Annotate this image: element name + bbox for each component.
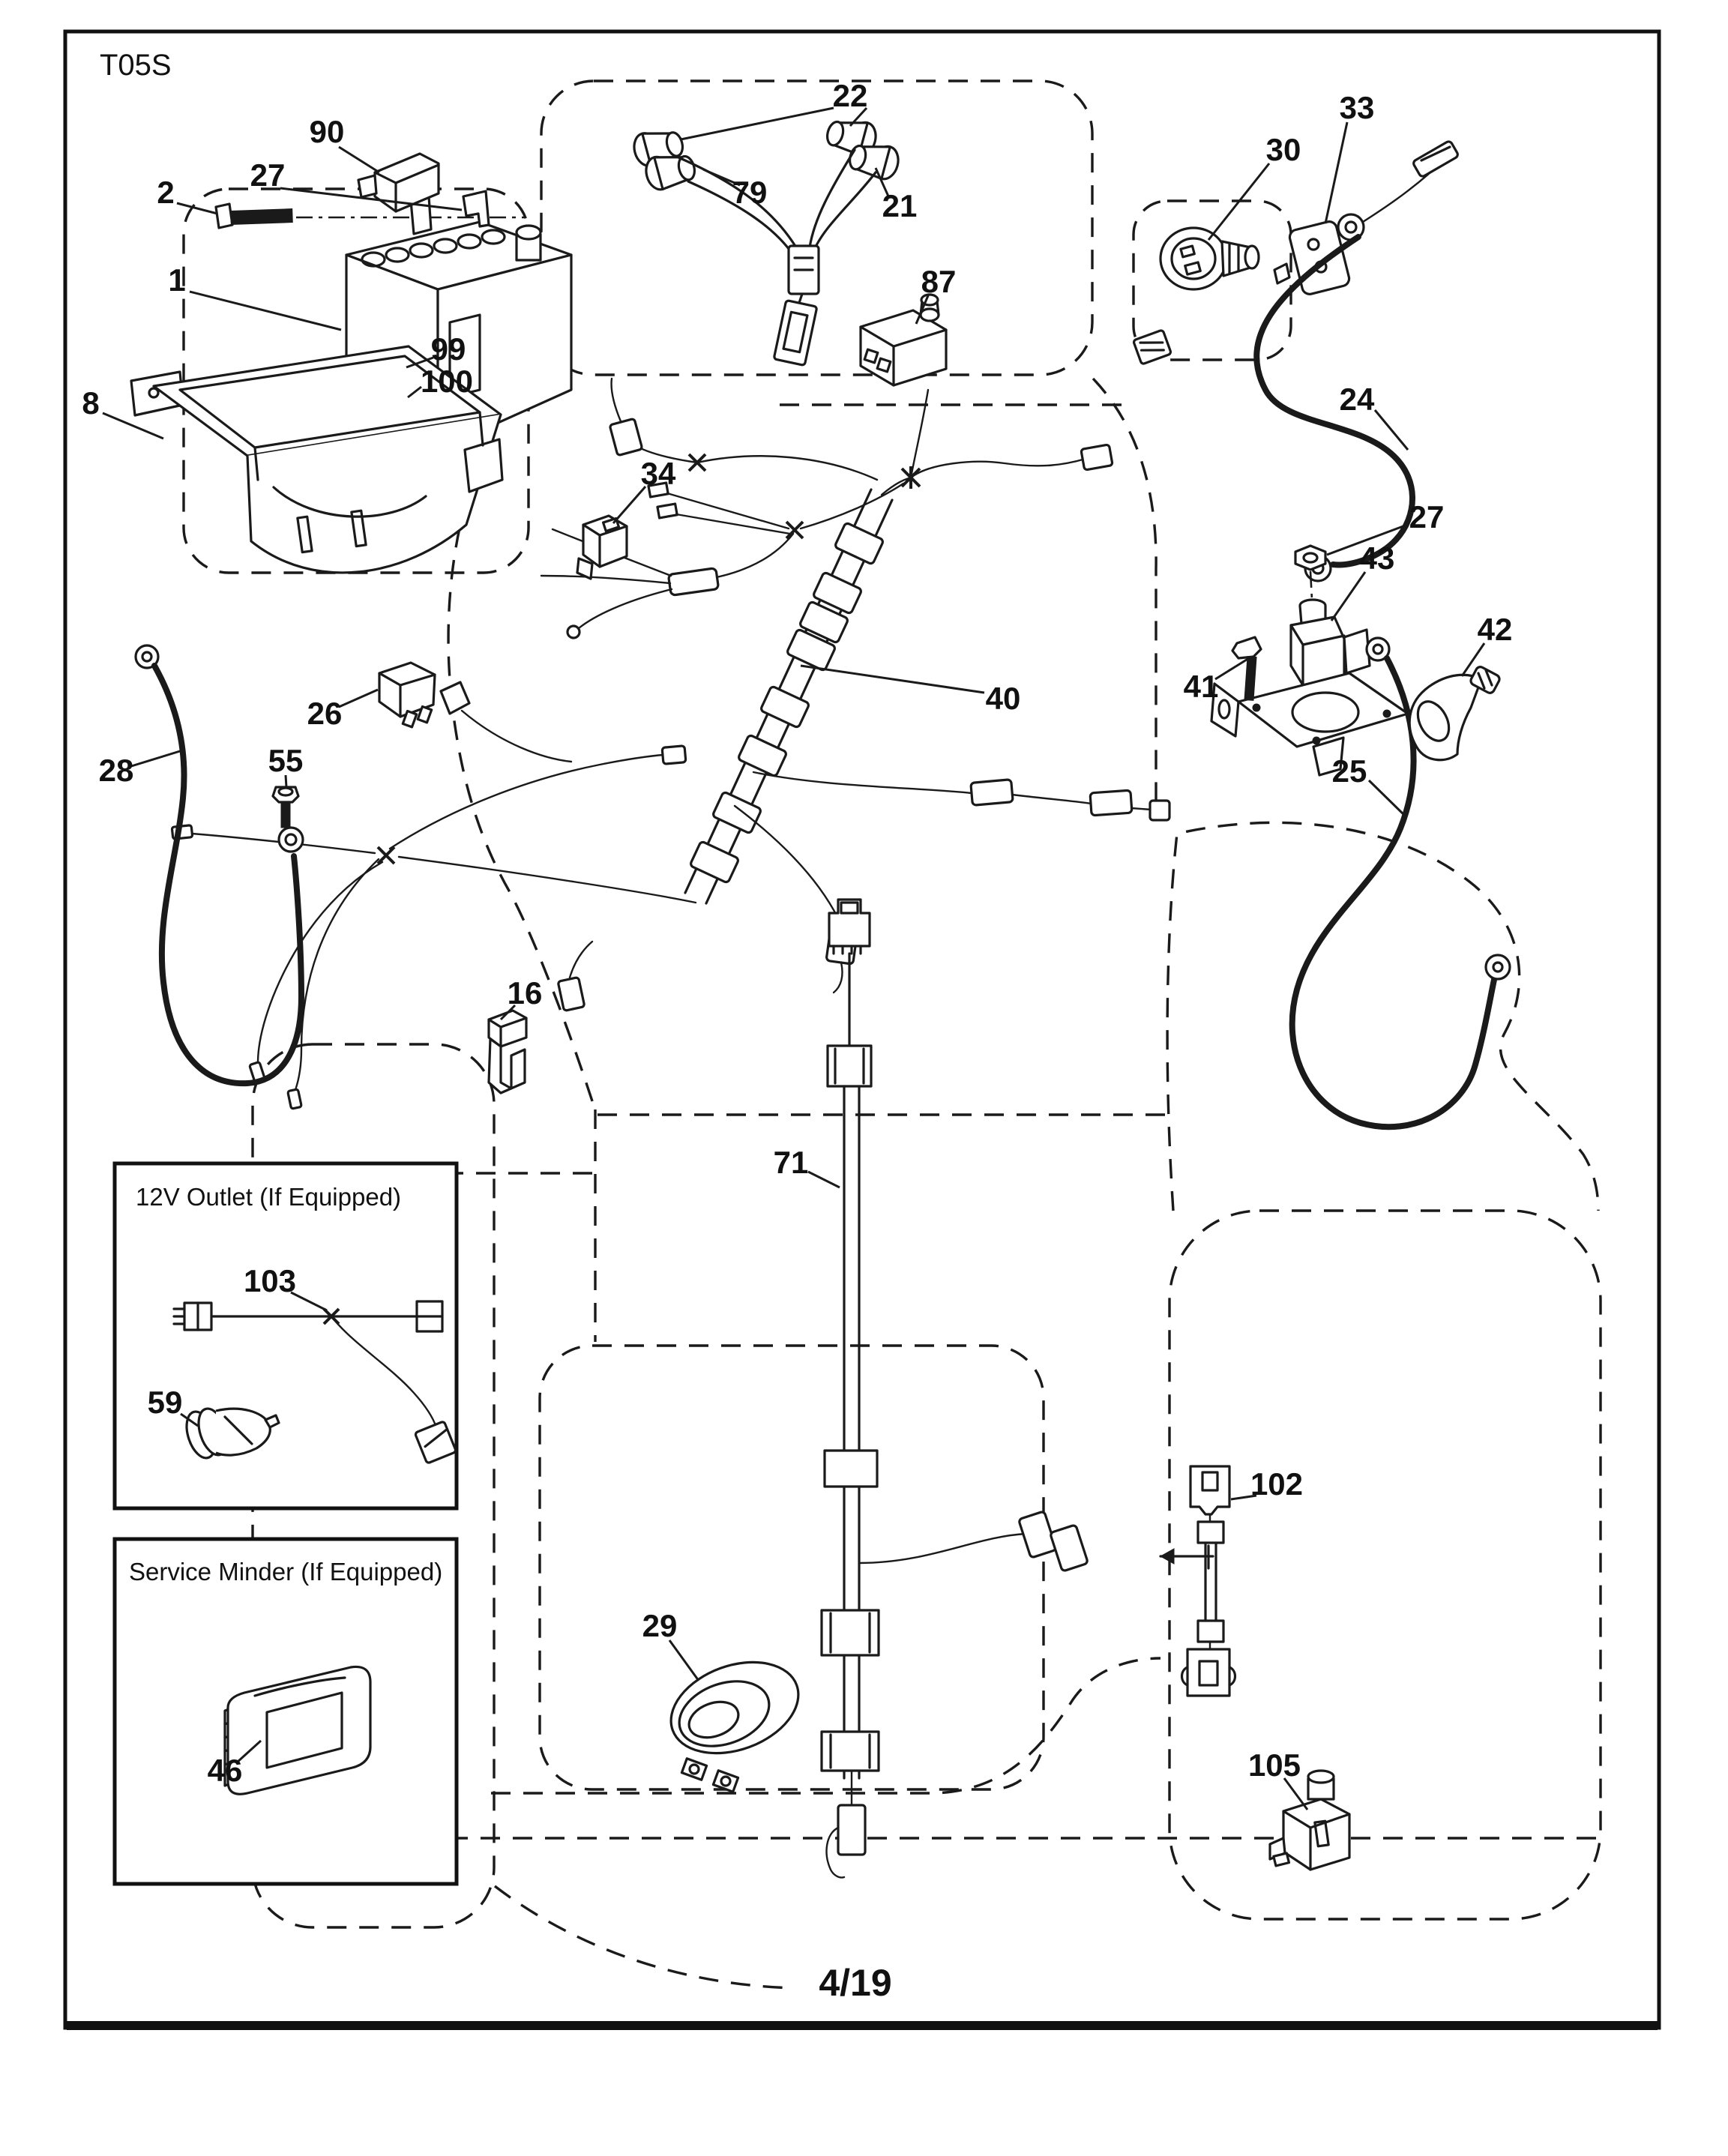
callout-leader-26 (339, 690, 378, 707)
harness-71-illustration (822, 900, 1088, 1878)
terminal-boot-42-illustration (1409, 666, 1501, 760)
callout-leader-22 (681, 108, 834, 139)
callout-leader-1 (190, 292, 341, 330)
callout-leader-41 (1215, 658, 1249, 679)
callout-33: 33 (1339, 90, 1375, 126)
screw-55-illustration (273, 787, 298, 828)
callout-25: 25 (1331, 753, 1367, 789)
wire-102-illustration (1160, 1466, 1235, 1696)
callout-30: 30 (1265, 132, 1301, 168)
callout-leader-90 (339, 147, 379, 172)
inset-service-minder (115, 1539, 457, 1884)
callout-40: 40 (985, 681, 1021, 717)
callout-42: 42 (1477, 612, 1513, 648)
callout-27: 27 (1409, 499, 1445, 535)
switch-105-illustration (1270, 1771, 1349, 1870)
callout-27: 27 (250, 157, 286, 193)
callout-59: 59 (147, 1385, 183, 1421)
ground-cable-28-illustration (136, 645, 303, 1083)
callout-79: 79 (732, 175, 768, 211)
callout-24: 24 (1339, 382, 1375, 418)
callout-leader-71 (808, 1172, 840, 1187)
callout-leader-8 (103, 413, 163, 439)
callout-26: 26 (307, 696, 343, 732)
relay-26-illustration (379, 663, 571, 762)
callout-leader-33 (1325, 122, 1347, 223)
callout-leader-43 (1331, 572, 1365, 621)
callout-41: 41 (1183, 669, 1219, 705)
callout-55: 55 (268, 743, 304, 779)
page-number: 4/19 (819, 1962, 892, 2004)
callout-leader-40 (801, 666, 984, 693)
callout-71: 71 (773, 1145, 809, 1181)
callout-29: 29 (642, 1608, 678, 1644)
callout-2: 2 (157, 175, 175, 211)
ignition-switch-illustration (1133, 228, 1259, 364)
inset-12v-outlet (115, 1163, 457, 1508)
callout-8: 8 (82, 385, 100, 421)
inset-12v-outlet-title: 12V Outlet (If Equipped) (136, 1183, 402, 1211)
callout-100: 100 (420, 364, 474, 400)
horn-29-illustration (658, 1645, 811, 1792)
callout-90: 90 (309, 114, 345, 150)
callout-28: 28 (98, 753, 134, 789)
callout-16: 16 (507, 975, 543, 1011)
callout-99: 99 (430, 331, 466, 367)
inset-service-minder-title: Service Minder (If Equipped) (129, 1558, 443, 1586)
switch-34-illustration (577, 516, 627, 579)
callout-leader-28 (129, 751, 180, 767)
callout-87: 87 (921, 264, 957, 300)
callout-1: 1 (168, 262, 186, 298)
callout-leader-29 (669, 1640, 699, 1681)
callout-43: 43 (1359, 540, 1395, 576)
callout-105: 105 (1247, 1747, 1301, 1783)
callout-34: 34 (640, 456, 676, 492)
solenoid-group-illustration (1211, 546, 1510, 1127)
callout-leader-25 (1369, 780, 1406, 817)
callout-leader-2 (177, 203, 217, 214)
drawing-code: T05S (100, 49, 172, 82)
callout-leader-105 (1284, 1778, 1307, 1810)
callout-22: 22 (832, 78, 868, 114)
callout-102: 102 (1250, 1466, 1304, 1502)
switch-87-illustration (861, 295, 946, 385)
callout-46: 46 (207, 1753, 243, 1789)
callout-21: 21 (882, 188, 918, 224)
callout-103: 103 (243, 1263, 297, 1299)
callout-leader-34 (613, 487, 645, 523)
